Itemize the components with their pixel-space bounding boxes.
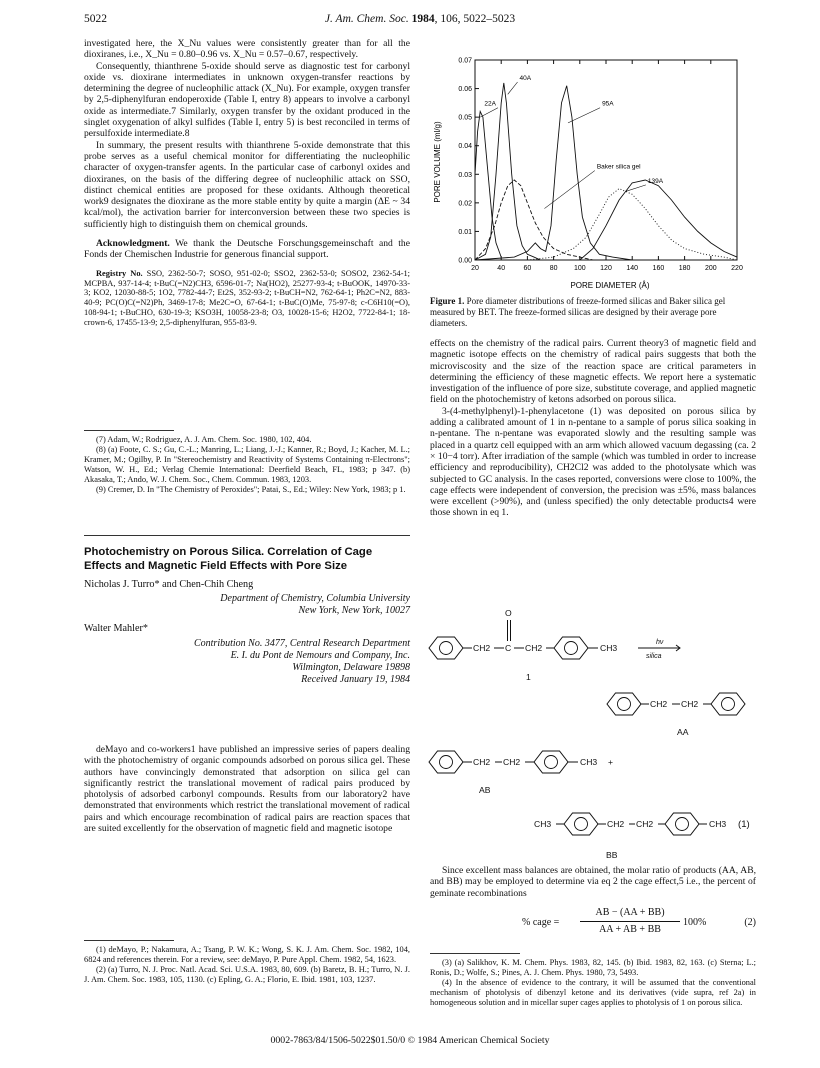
affiliation-line: Contribution No. 3477, Central Research Department bbox=[193, 637, 410, 649]
received-date: Received January 19, 1984 bbox=[301, 673, 410, 685]
label-leader bbox=[480, 108, 498, 117]
affiliation-columbia bbox=[84, 593, 410, 617]
label-leader bbox=[508, 82, 518, 94]
pore-diameter-chart bbox=[430, 50, 743, 290]
affiliation-line: E. I. du Pont de Nemours and Company, Inc. bbox=[230, 649, 410, 661]
ch2-group: CH2 bbox=[503, 757, 521, 767]
right-column-text-2 bbox=[430, 865, 756, 899]
article-header bbox=[84, 546, 410, 686]
paragraph: 3-(4-methylphenyl)-1-phenylacetone (1) was deposited on porous silica by adding a calibrated amount of 1 in n-pentane to a sample of porus silica soaking in n-pentane. The n-pentane was evaporated slowly and the resulting sample was placed in a quartz cell equipped with an arm which allowed vacuum degassing (ca. 2 × 10−4 torr). After irradiation of the sample (which was tumbled in order to increase efficiency and reproducibility), CH2Cl2 was added to the photolysate which was subjected to GC analysis. In the cases reported, conversions were close to 100%, the cage effects were independent of conversion, the precision was ±5%, mass balances were excellent (>90%), and (unless specified) the only detectable products4 were those shown in eq 1. bbox=[430, 405, 756, 519]
equation-cage bbox=[430, 904, 756, 944]
x-tick-label: 40 bbox=[497, 265, 506, 272]
authors-columbia: Nicholas J. Turro* and Chen-Chih Cheng bbox=[84, 579, 254, 590]
series-line bbox=[475, 86, 632, 260]
registry-numbers bbox=[84, 269, 410, 328]
series-line bbox=[475, 111, 501, 257]
y-tick-label: 0.05 bbox=[458, 114, 472, 122]
footnote: (2) (a) Turro, N. J. Proc. Natl. Acad. Sci. U.S.A. 1983, 80, 609. (b) Baretz, B. H.; Turro, N. J. J. Am. Chem. Soc. 1983, 105, 1130. (c) Epling, G. A.; Florio, E. Ibid. 1981, 103, 1237. bbox=[84, 964, 410, 984]
plus-sign: + bbox=[608, 757, 614, 767]
authors-dupont: Walter Mahler* bbox=[84, 623, 148, 635]
ch2-group: CH2 bbox=[681, 699, 699, 709]
paragraph: investigated here, the X_Nu values were consistently greater than for all the dioxiranes, i.e., X_Nu = 0.80–0.96 vs. X_Nu = 0.57–0.67, respectively. bbox=[84, 38, 410, 61]
caption-body: Pore diameter distributions of freeze-formed silicas and Baker silica gel measured by BET. The freeze-formed silicas are designed by their average pore diameters. bbox=[430, 296, 726, 328]
footnote-rule bbox=[84, 430, 174, 431]
benzene-ring bbox=[564, 813, 598, 835]
carbonyl-oxygen: O bbox=[505, 608, 512, 618]
label-leader bbox=[544, 171, 594, 209]
running-head bbox=[300, 13, 540, 25]
paragraph: Since excellent mass balances are obtained, the molar ratio of products (AA, AB, and BB) may be employed to determine via eq 2 the cage effect,5 i.e., the percent of geminate recombinations bbox=[430, 865, 756, 899]
x-tick-label: 200 bbox=[704, 265, 717, 272]
x-tick-label: 220 bbox=[731, 265, 743, 272]
acknowledgment bbox=[84, 238, 410, 261]
y-tick-label: 0.06 bbox=[458, 86, 472, 94]
y-tick-label: 0.02 bbox=[458, 200, 472, 208]
series-line bbox=[580, 177, 737, 260]
equation-numerator: AB − (AA + BB) bbox=[595, 907, 665, 918]
series-label: 95A bbox=[602, 100, 614, 108]
ch2-group: CH2 bbox=[473, 643, 491, 653]
equation-suffix: 100% bbox=[683, 917, 707, 928]
journal-name: J. Am. Chem. Soc. bbox=[324, 13, 409, 25]
caption-heading: Figure 1. bbox=[430, 296, 465, 306]
x-tick-label: 180 bbox=[678, 265, 691, 272]
figure-caption bbox=[430, 296, 750, 328]
y-tick-label: 0.03 bbox=[458, 171, 472, 179]
x-tick-label: 60 bbox=[523, 265, 532, 272]
equation-number-2: (2) bbox=[744, 917, 756, 928]
equation-number-1: (1) bbox=[738, 819, 750, 830]
ch2-group: CH2 bbox=[650, 699, 668, 709]
x-tick-label: 160 bbox=[652, 265, 665, 272]
series-label: 22A bbox=[484, 100, 496, 108]
compound-label-aa: AA bbox=[677, 727, 689, 737]
ch3-group: CH3 bbox=[534, 819, 552, 829]
fraction-bar bbox=[580, 921, 680, 922]
ch3-group: CH3 bbox=[580, 757, 598, 767]
x-tick-label: 20 bbox=[471, 265, 479, 272]
series-label: 40A bbox=[519, 75, 532, 82]
benzene-ring bbox=[665, 813, 699, 835]
silica-label: silica bbox=[646, 653, 662, 660]
left-column-body bbox=[84, 744, 410, 834]
ch2-group: CH2 bbox=[636, 819, 654, 829]
benzene-ring bbox=[429, 751, 463, 773]
label-leader bbox=[568, 108, 600, 123]
reference: (9) Cremer, D. In "The Chemistry of Peroxides"; Patai, S., Ed.; Wiley: New York, 1983; p 1. bbox=[96, 484, 406, 494]
registry-heading: Registry No. bbox=[96, 268, 143, 278]
ch3-group: CH3 bbox=[709, 819, 727, 829]
references bbox=[84, 435, 410, 494]
y-tick-label: 0.01 bbox=[458, 228, 472, 236]
benzene-ring bbox=[554, 637, 588, 659]
series-label: Baker silica gel bbox=[596, 163, 641, 171]
series-line bbox=[527, 189, 737, 260]
reaction-scheme bbox=[424, 604, 760, 886]
ch3-group: CH3 bbox=[600, 643, 618, 653]
ch2-group: CH2 bbox=[607, 819, 625, 829]
series-line bbox=[475, 83, 554, 260]
registry-body: SSO, 2362-50-7; SOSO, 951-02-0; SSO2, 2362-53-0; SOSO2, 2362-54-1; MCPBA, 937-14-4; t-BuC(=N2)CH3, 6596-01-7; Na(HO2), 25277-93-4; t-BuOOK, 14970-33-3; KO2, 12030-88-5; 1O2, 7782-44-7; Et2S, 352-93-2; t-BuCH=N2, 762-64-1; Ph2C=N2, 883-40-9; PC(O)C(=N2)Ph, 3469-17-8; Me2C=O, 67-64-1; t-BuC(O)Me, 75-97-8; c-C6H10(=O), 108-94-1; t-BuCHO, 630-19-3; KSO3H, 10058-23-8; O3, 10028-15-6; H2O2, 7722-84-1; 18-crown-6, 17455-13-9; 2,5-diphenylfuran, 955-83-9. bbox=[84, 268, 411, 328]
right-column-text bbox=[430, 338, 756, 519]
x-axis-label: PORE DIAMETER (Å) bbox=[570, 281, 650, 290]
benzene-ring bbox=[534, 751, 568, 773]
paragraph: deMayo and co-workers1 have published an impressive series of papers dealing with the photochemistry of organic compounds adsorbed on porous silica gel. These authors have convincingly demonstrated that adsorption on silica gel can significantly restrict the translational movement of radical pairs produced by photolysis of adsorbed carbonyl compounds. Results from our laboratory2 have demonstrated that environments which restrict the translational movement of radical pairs and which encourage recombination of radical pairs are reaction spaces that are suited excellently for the observation of magnetic field and magnetic isotope bbox=[84, 744, 410, 835]
series-label: 139A bbox=[647, 177, 664, 185]
benzene-ring bbox=[711, 693, 745, 715]
footnote: (3) (a) Salikhov, K. M. Chem. Phys. 1983, 82, 145. (b) Ibid. 1983, 82, 163. (c) Sterna; L.; Ronis, D.; Wolfe, S.; Pines, A. J. Chem. Phys. 1980, 73, 5493. bbox=[430, 958, 756, 977]
reference: (7) Adam, W.; Rodriguez, A. J. Am. Chem. Soc. 1980, 102, 404. bbox=[96, 435, 312, 444]
x-tick-label: 80 bbox=[549, 265, 558, 272]
journal-volume: , 106, 5022–5023 bbox=[434, 13, 516, 25]
equation-lhs: % cage = bbox=[522, 917, 560, 928]
paragraph: effects on the chemistry of the radical pairs. Current theory3 of magnetic field and magnetic isotope effects on the chemistry of radical pairs suggests that both the microviscosity and the size of the reaction space are critical parameters in determining the efficiency of these magnetic effects. We report here a systematic investigation of the influence of pore size, substitute coverage, and applied magnetic field on the photochemistry of ketons adsorbed on porous silica. bbox=[430, 338, 756, 406]
x-tick-label: 140 bbox=[626, 265, 639, 272]
ack-heading: Acknowledgment. bbox=[96, 238, 170, 250]
footnote-rule bbox=[84, 940, 174, 941]
affiliation-dupont bbox=[84, 638, 410, 686]
footnote: (1) deMayo, P.; Nakamura, A.; Tsang, P. W. K.; Wong, S. K. J. Am. Chem. Soc. 1982, 104, 6824 and references therein. For a review, see: deMayo, P. Pure Appl. Chem. 1982, 54, 1623. bbox=[84, 945, 410, 964]
footnotes-left bbox=[84, 945, 410, 985]
page-footer: 0002-7863/84/1506-5022$01.50/0 © 1984 American Chemical Society bbox=[270, 1035, 550, 1046]
reference: (8) (a) Foote, C. S.; Gu, C.-L.; Manring, L.; Liang, J.-J.; Kanner, R.; Boyd, J.; Kacher, M. L.; Kramer, M.; Ogilby, P. In "Stereochemistry and Reactivity of Systems Containing π-Electrons"; Watson, W. H., Ed.; Verlag Chemie International: Deerfield Beach, FL, 1983; p 347. (b) Akasaka, T.; Ando, W. J. Chem. Soc., Chem. Commun. 1983, 1203. bbox=[84, 444, 410, 484]
compound-label-1: 1 bbox=[526, 672, 531, 682]
footnote-rule bbox=[430, 953, 520, 954]
footnotes-right bbox=[430, 958, 756, 1008]
benzene-ring bbox=[429, 637, 463, 659]
footnote: (4) In the absence of evidence to the contrary, it will be assumed that the conventional mechanism of photolysis of dibenzyl ketone and its derivatives (vide supra, ref 2a) in homogeneous solution and in micellar super cages applies to photolysis of 1 on porous silica. bbox=[430, 977, 756, 1007]
affiliation-line: Department of Chemistry, Columbia University bbox=[220, 593, 410, 605]
benzene-ring bbox=[607, 693, 641, 715]
ch2-group: CH2 bbox=[525, 643, 543, 653]
ack-body: We thank the Deutsche Forschungsgemeinschaft and the Fonds der Chemischen Industrie for generous financial support. bbox=[84, 238, 410, 261]
article-rule bbox=[84, 535, 410, 536]
paragraph: In summary, the present results with thianthrene 5-oxide demonstrate that this probe serves as a useful chemical monitor for differentiating the nucleophilic character of oxygen-transfer agents. In the particular case of carbonyl oxides and dioxiranes, on the basis of the differing degree of nucleophilic attack on SSO, distinct chemical entities are proposed for these oxidants. Although theoretical work9 designates the dioxirane as the more stable entity by quite a margin (ΔE ~ 34 kcal/mol), the activation barrier for interconversion between these two species is sufficiently high to distinguish them on chemical grounds. bbox=[84, 139, 410, 230]
affiliation-line: New York, New York, 10027 bbox=[298, 605, 410, 617]
x-tick-label: 120 bbox=[600, 265, 612, 272]
article-title: Photochemistry on Porous Silica. Correlation of Cage Effects and Magnetic Field Effects with Pore Size bbox=[84, 546, 373, 572]
y-axis-label: PORE VOLUME (ml/g) bbox=[433, 121, 442, 203]
x-tick-label: 100 bbox=[573, 265, 586, 272]
carbonyl-carbon: C bbox=[505, 643, 512, 653]
plot-frame bbox=[475, 60, 737, 260]
compound-label-bb: BB bbox=[606, 850, 618, 860]
equation-denominator: AA + AB + BB bbox=[599, 924, 661, 935]
y-tick-label: 0.04 bbox=[458, 143, 472, 151]
left-column-top bbox=[84, 38, 410, 328]
page-number: 5022 bbox=[84, 13, 107, 25]
journal-year: 1984 bbox=[411, 13, 435, 25]
light-hv: hν bbox=[656, 639, 664, 646]
ch2-group: CH2 bbox=[473, 757, 491, 767]
y-tick-label: 0.07 bbox=[458, 57, 472, 65]
paragraph: Consequently, thianthrene 5-oxide should serve as diagnostic test for carbonyl oxide vs. dioxirane intermediates in unknown oxygen-transfer reactions by determining the degree of nucleophilic attack (X_Nu). For example, oxygen transfer by 2,5-diphenylfuran endoperoxide (Table I, entry 8) appears to involve a carbonyl oxide as intermediate.7 Similarly, oxygen transfer by the oxidant produced in the singlet oxygenation of alkyl sulfides (Table I, entry 5) is best reconciled in terms of persulfoxide intermediate.8 bbox=[84, 60, 410, 140]
compound-label-ab: AB bbox=[479, 785, 491, 795]
affiliation-line: Wilmington, Delaware 19898 bbox=[292, 661, 410, 673]
y-tick-label: 0.00 bbox=[458, 257, 472, 265]
